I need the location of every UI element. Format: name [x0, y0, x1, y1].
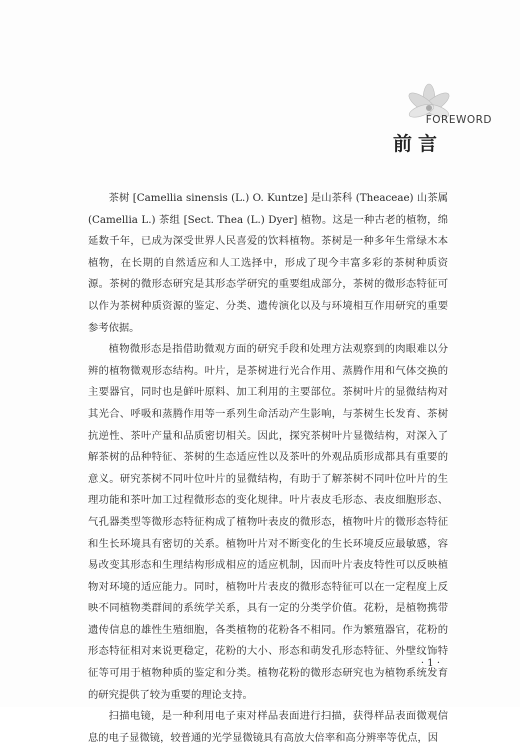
- page-title: 前言: [393, 133, 444, 155]
- paragraph: 植物微形态是指借助微观方面的研究手段和处理方法观察到的肉眼难以分辨的植物微观形态结构。叶片，是茶树进行光合作用、蒸腾作用和气体交换的主要器官，同时也是鲜叶原料、加工利用的主要部位。茶树叶片的显微结构对其光合、呼吸和蒸腾作用等一系列生命活动产生影响，与茶树生长发育、茶树抗逆性、茶叶产量和品质密切相关。因此，探究茶树叶片显微结构，对深入了解茶树的品种特征、茶树的生态适应性以及茶叶的外观品质形成都具有重要的意义。研究茶树不同叶位叶片的显微结构，有助于了解茶树不同叶位叶片的生理功能和茶叶加工过程微形态的变化规律。叶片表皮毛形态、表皮细胞形态、气孔器类型等微形态特征构成了植物叶表皮的微形态，植物叶片的微形态特征和生长环境具有密切的关系。植物叶片对不断变化的生长环境反应最敏感，容易改变其形态和生理结构形成相应的适应机制，因而叶片表皮特性可以反映植物对环境的适应能力。同时，植物叶片表皮的微形态特征可以在一定程度上反映不同植物类群间的系统学关系，具有一定的分类学价值。花粉，是植物携带遗传信息的雄性生殖细胞，各类植物的花粉各不相同。作为繁殖器官，花粉的形态特征相对来说更稳定，花粉的大小、形态和萌发孔形态特征、外壁纹饰特征等可用于植物种质的鉴定和分类。植物花粉的微形态研究也为植物系统发育的研究提供了较为重要的理论支持。: [88, 343, 448, 701]
- page-number: · 1 ·: [420, 658, 440, 669]
- paragraph: 茶树 [Camellia sinensis (L.) O. Kuntze] 是山茶科 (Theaceae) 山茶属 (Camellia L.) 茶组 [Sect. Thea (L.) Dyer] 植物。这是一种古老的植物，绵延数千年，已成为深受世界人民喜爱的饮料植物。茶树是一种多年生常绿木本植物，在长期的自然适应和人工选择中，形成了现今丰富多彩的茶树种质资源。茶树的微形态研究是其形态学研究的重要组成部分，茶树的微形态特征可以作为茶树种质资源的鉴定、分类、遗传演化以及与环境相互作用研究的重要参考依据。: [88, 192, 448, 334]
- paragraph: 扫描电镜，是一种利用电子束对样品表面进行扫描，获得样品表面微观信息的电子显微镜，较普通的光学显微镜具有高放大倍率和高分辨率等优点，因: [88, 710, 448, 744]
- body-text: [88, 188, 448, 749]
- foreword-label: FOREWORD: [425, 114, 492, 126]
